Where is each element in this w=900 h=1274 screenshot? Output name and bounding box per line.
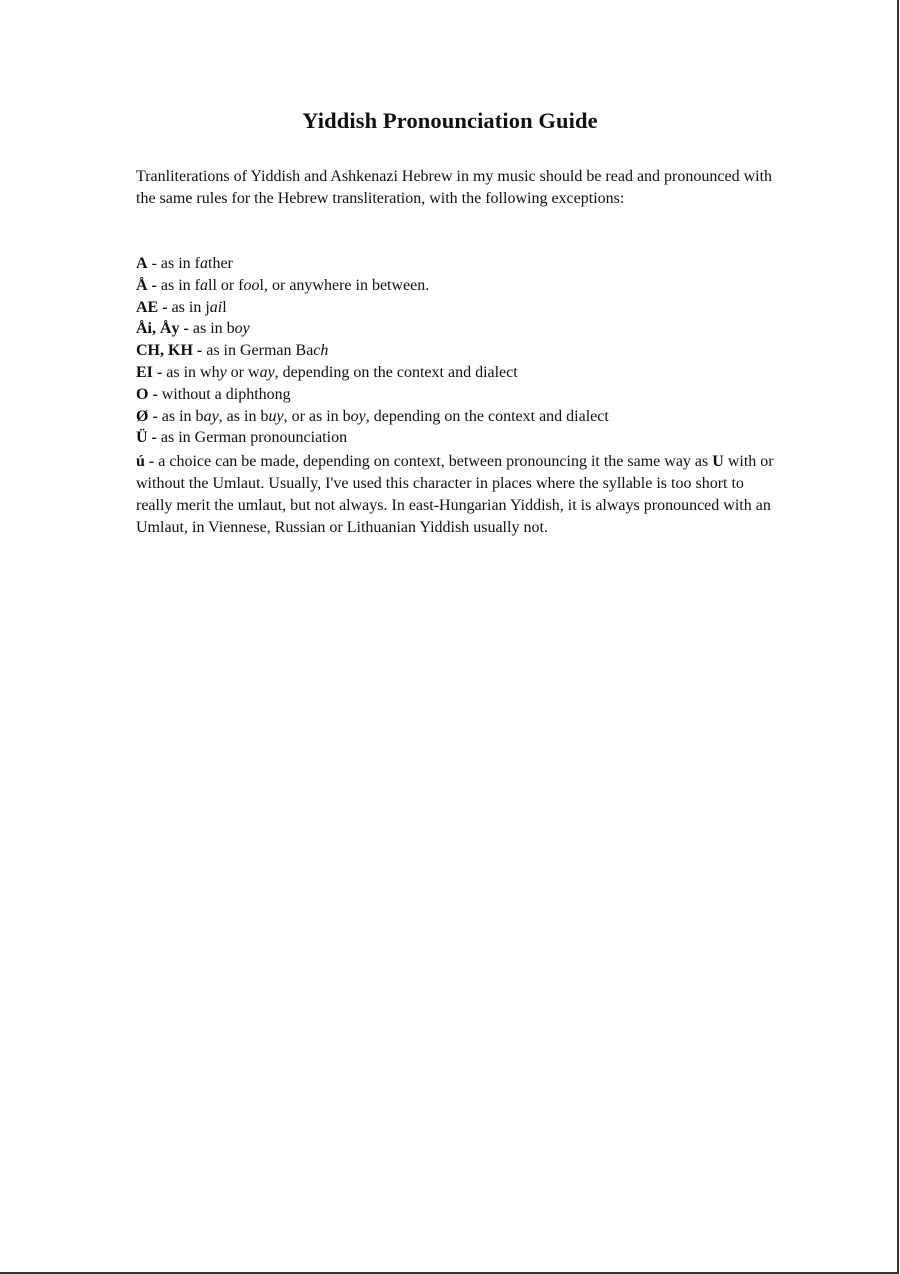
entry-text: as in f xyxy=(160,276,200,294)
entry-text: U xyxy=(712,453,724,471)
entry-key: ú - xyxy=(136,453,155,471)
entry-text: as in wh xyxy=(166,363,220,381)
entry-text: ai xyxy=(209,298,223,316)
entry-separator: - xyxy=(147,255,161,272)
entry-text: , depending on the context and dialect xyxy=(365,407,609,425)
entry-text: as in German pronounciation xyxy=(160,429,348,447)
entry-text: as in German Ba xyxy=(206,342,314,360)
entry-text: a choice can be made, depending on context, between pronouncing it the same way as xyxy=(158,453,713,471)
entry-text: uy xyxy=(268,407,284,425)
entry-key: Å - xyxy=(136,276,157,294)
entry-key: A xyxy=(136,255,148,272)
pronunciation-entry xyxy=(136,297,776,319)
page-title: Yiddish Pronounciation Guide xyxy=(302,108,598,133)
entry-text: as in f xyxy=(160,255,200,272)
entry-text: with or without the Umlaut. Usually, I've used this character in places where the syllable is too short to really merit the umlaut, but not always. In east-Hungarian Yiddish, it is always pronounced with an Umlaut, in Viennese, Russian or Lithuanian Yiddish usually not. xyxy=(136,453,774,536)
pronunciation-list xyxy=(136,253,776,538)
entry-text: ay xyxy=(259,363,275,381)
pronunciation-entry xyxy=(136,253,776,275)
entry-text: l, or anywhere in between. xyxy=(259,276,430,294)
entry-key: EI - xyxy=(136,363,163,381)
entry-key: Åi, Åy - xyxy=(136,320,189,338)
entry-text: , depending on the context and dialect xyxy=(274,363,518,381)
entry-key: Ø - xyxy=(136,407,158,425)
pronunciation-entry xyxy=(136,384,776,406)
pronunciation-entry xyxy=(136,451,776,538)
entry-text: ch xyxy=(313,342,329,360)
entry-text: ll or f xyxy=(208,276,244,294)
entry-text: oy xyxy=(234,320,250,338)
entry-text: ay xyxy=(203,407,219,425)
entry-text: a xyxy=(200,255,208,272)
pronunciation-entry xyxy=(136,406,776,428)
entry-text: y xyxy=(219,363,227,381)
entry-text: or w xyxy=(226,363,260,381)
intro-paragraph: Tranliterations of Yiddish and Ashkenazi Hebrew in my music should be read and pronounced with the same rules for the Hebrew transliteration, with the following exceptions: xyxy=(136,168,773,207)
entry-text: oo xyxy=(243,276,260,294)
entry-text: without a diphthong xyxy=(161,385,291,403)
entry-key: CH, KH - xyxy=(136,342,203,360)
entry-key: O - xyxy=(136,385,158,403)
entry-text: ther xyxy=(208,255,233,272)
entry-text: , as in b xyxy=(218,407,269,425)
pronunciation-entry xyxy=(136,427,776,449)
pronunciation-entry xyxy=(136,362,776,384)
pronunciation-entry xyxy=(136,318,776,340)
entry-text: l xyxy=(222,298,227,316)
entry-key: AE - xyxy=(136,298,168,316)
pronunciation-entry xyxy=(136,275,776,297)
entry-text: as in j xyxy=(171,298,210,316)
entry-text: as in b xyxy=(192,320,235,338)
entry-text: oy xyxy=(350,407,366,425)
entry-text: , or as in b xyxy=(283,407,351,425)
pronunciation-entry xyxy=(136,340,776,362)
entry-text: a xyxy=(200,276,208,294)
entry-key: Ü - xyxy=(136,429,157,447)
entry-text: as in b xyxy=(161,407,204,425)
